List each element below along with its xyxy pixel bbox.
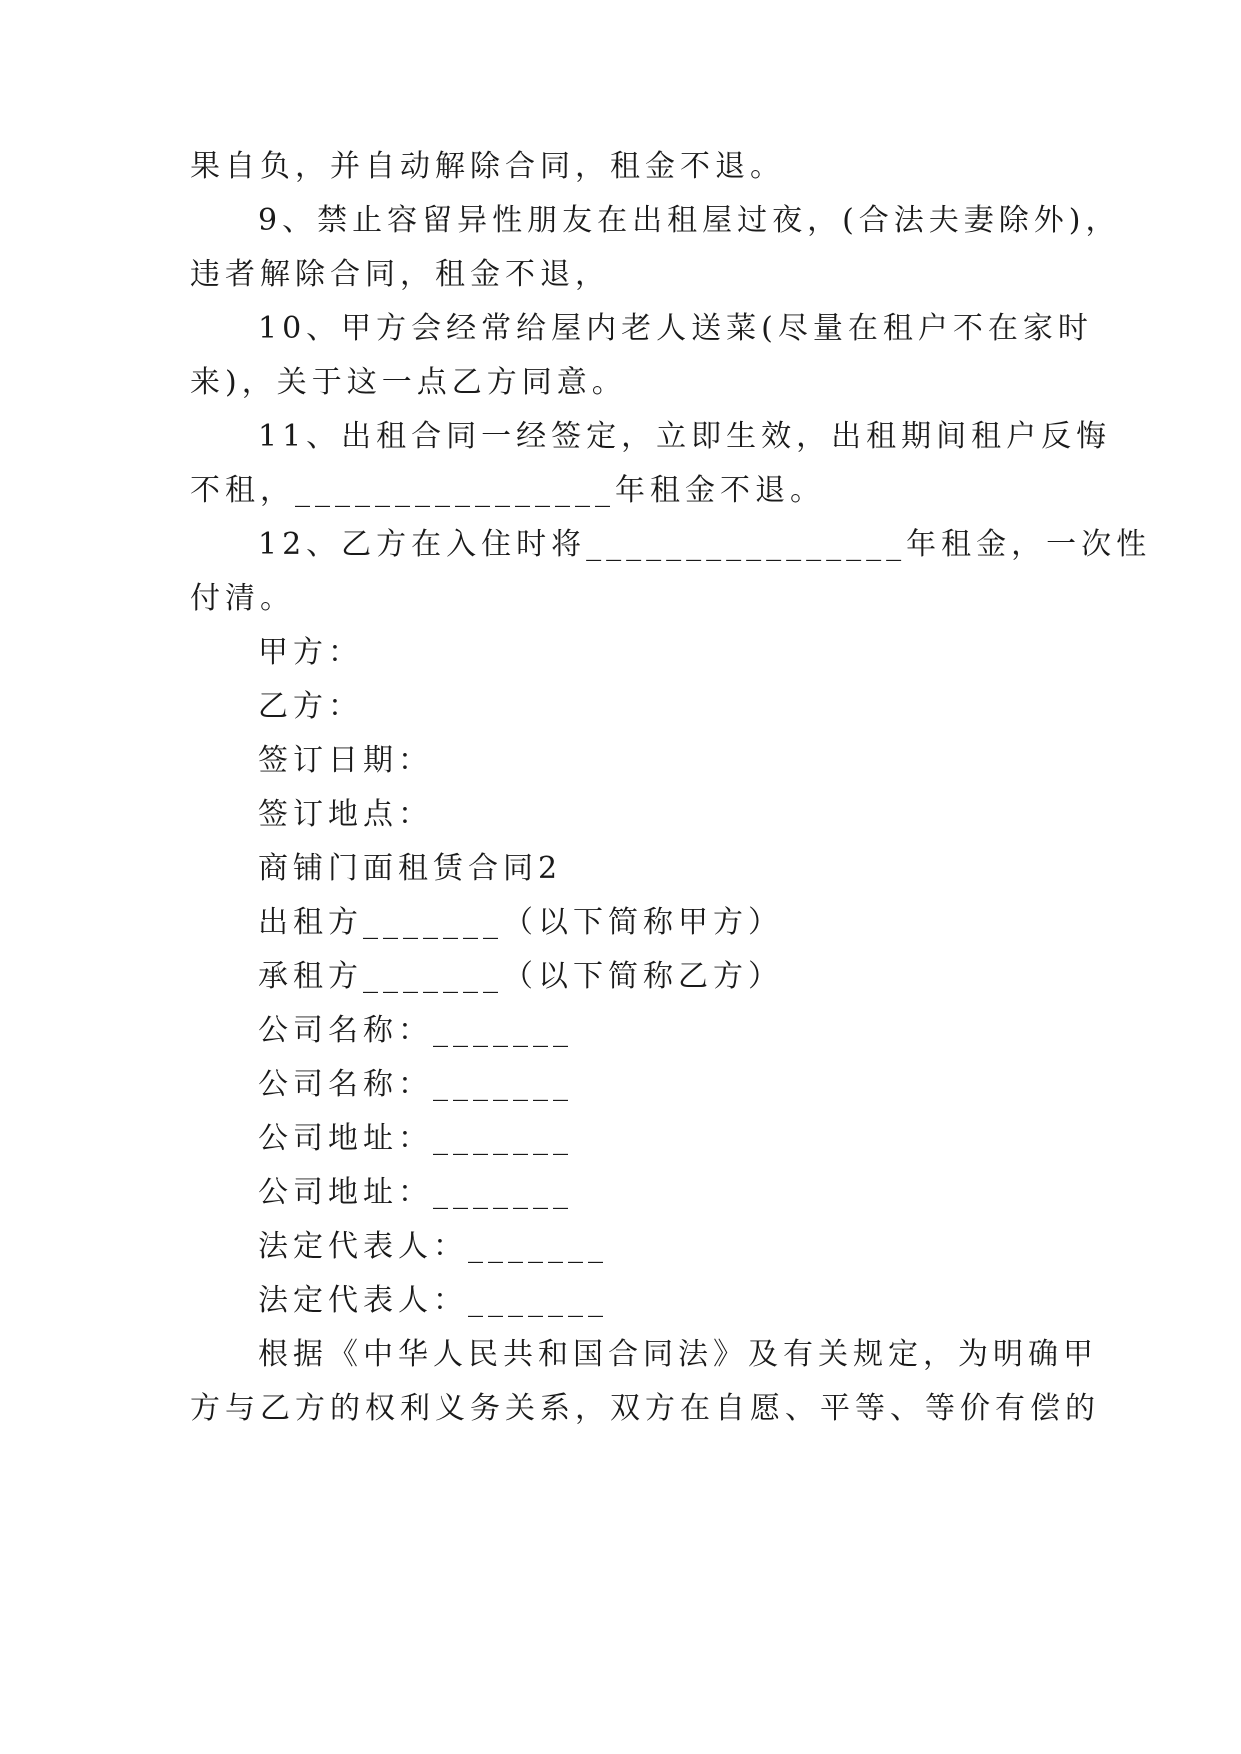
- text-line: 10、甲方会经常给屋内老人送菜(尽量在租户不在家时: [258, 311, 1093, 346]
- lessor-field: 出租方_______（以下简称甲方）: [258, 905, 783, 940]
- text-line: 来)，关于这一点乙方同意。: [190, 365, 627, 400]
- legal-representative-field: 法定代表人：_______: [258, 1229, 608, 1264]
- text-line: 果自负，并自动解除合同，租金不退。: [190, 149, 785, 184]
- text-line: 11、出租合同一经签定，立即生效，出租期间租户反悔: [258, 419, 1112, 454]
- company-address-field: 公司地址：_______: [258, 1121, 573, 1156]
- signing-date: 签订日期：: [258, 743, 433, 778]
- company-name-field: 公司名称：_______: [258, 1067, 573, 1102]
- signature-party-b: 乙方：: [258, 689, 363, 724]
- text-line: 9、禁止容留异性朋友在出租屋过夜，(合法夫妻除外)，: [258, 203, 1121, 238]
- text-line: 违者解除合同，租金不退，: [190, 257, 610, 292]
- section-title: 商铺门面租赁合同2: [258, 851, 563, 886]
- text-line: 根据《中华人民共和国合同法》及有关规定，为明确甲: [258, 1337, 1098, 1372]
- company-name-field: 公司名称：_______: [258, 1013, 573, 1048]
- text-line: 付清。: [190, 581, 295, 616]
- text-line: 方与乙方的权利义务关系，双方在自愿、平等、等价有偿的: [190, 1391, 1100, 1426]
- signature-party-a: 甲方：: [258, 635, 363, 670]
- legal-representative-field: 法定代表人：_______: [258, 1283, 608, 1318]
- text-line: 不租，________________年租金不退。: [190, 473, 825, 508]
- lessee-field: 承租方_______（以下简称乙方）: [258, 959, 783, 994]
- text-line: 12、乙方在入住时将________________年租金，一次性: [258, 527, 1152, 562]
- company-address-field: 公司地址：_______: [258, 1175, 573, 1210]
- signing-place: 签订地点：: [258, 797, 433, 832]
